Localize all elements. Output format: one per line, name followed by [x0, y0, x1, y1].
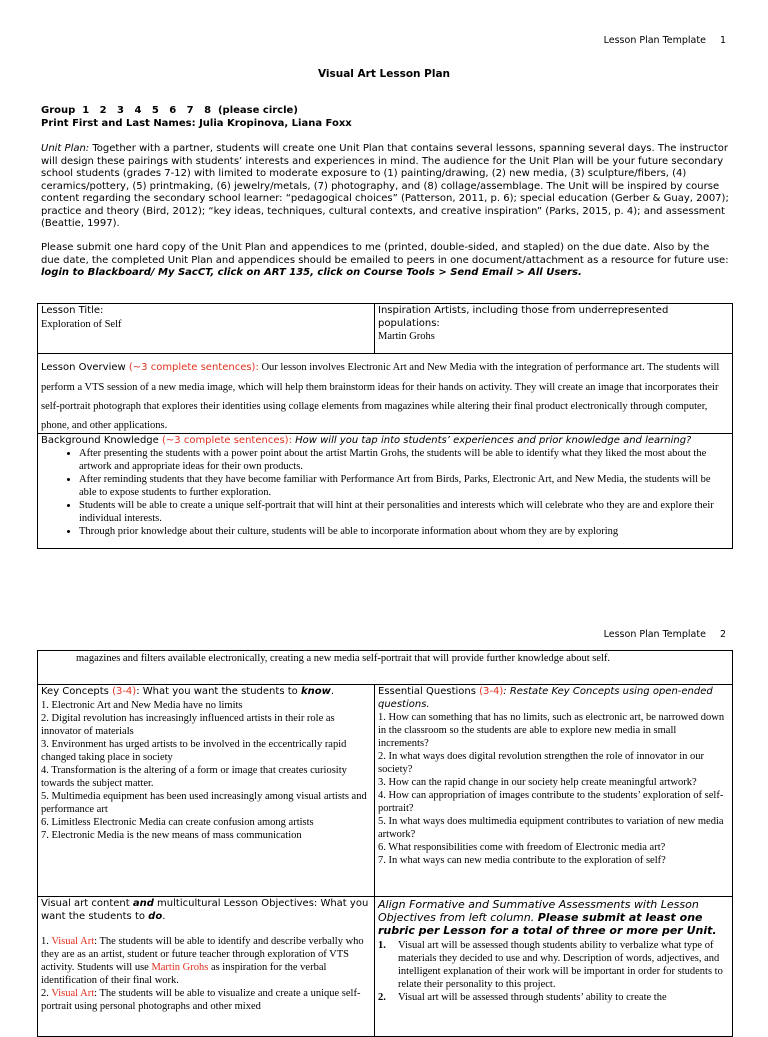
essential-question-item: 4. How can appropriation of images contribute to the students’ exploration of self-portrait?: [378, 790, 724, 814]
objectives-cell: [38, 897, 375, 1037]
lesson-title-label: Lesson Title:: [41, 305, 104, 316]
page-header: [604, 35, 726, 46]
page-number: 1: [719, 35, 726, 46]
objective-tag: Visual Art: [51, 936, 95, 947]
unit-plan-label: Unit Plan:: [41, 143, 90, 154]
lesson-title-cell: [38, 304, 375, 354]
key-concepts-period: .: [330, 686, 335, 697]
background-list: [41, 447, 729, 538]
page-2: [0, 578, 768, 1024]
assessment-number: 1.: [378, 940, 386, 951]
assess-bold: Please submit at least one rubric per Lesson for a total of three or more per Unit.: [378, 911, 717, 937]
key-concepts-label: Key Concepts: [41, 686, 113, 697]
assessment-number: 2.: [378, 992, 386, 1003]
inspiration-cell: [375, 304, 733, 354]
essential-hint: (3-4): [479, 686, 504, 697]
key-concept-item: 4. Transformation is the altering of a form or image that creates curiosity towards the subject matter.: [41, 764, 347, 789]
key-concepts-prompt: : What you want the students to: [136, 686, 301, 697]
continuation-text: magazines and filters available electronically, creating a new media self-portrait that will provide further knowledge about self.: [76, 653, 611, 664]
lesson-title-value: Exploration of Self: [41, 318, 122, 330]
submit-paragraph: [41, 242, 731, 280]
unit-plan-text: Together with a partner, students will create one Unit Plan that contains several lessons, spanning several days. The instructor will design these pairings with students’ interests and experiences in mind. The audience for the Unit Plan will be your future secondary school students (grades 7-12) with limited to moderate exposure to (1) painting/drawing, (2) new media, (3) sculpture/fibers, (4) ceramics/pottery, (5) printmaking, (6) jewelry/metals, (7) photography, and (8) collage/assemblage. The Unit will be inspired by course content regarding the secondary school learner: “pedagogical choices” (Patterson, 2011, p. 6); special education (Gerber & Guay, 2007); practice and theory (Bird, 2012); “key ideas, techniques, cultural contexts, and creative inspiration” (Parks, 2015, p. 4); and assessment (Beattie, 1997).: [41, 143, 729, 229]
essential-question-item: 3. How can the rapid change in our society help create meaningful artwork?: [378, 777, 697, 788]
background-bullet: • Through prior knowledge about their culture, students will be able to incorporate information about whom they are by exploring: [79, 525, 729, 538]
key-concept-item: 6. Limitless Electronic Media can create confusion among artists: [41, 816, 314, 828]
background-label: Background Knowledge: [41, 434, 162, 446]
assess-label: Align Formative and Summative Assessments with Lesson Objectives from left column.: [378, 898, 699, 924]
background-bullet: • After presenting the students with a power point about the artist Martin Grohs, the students will be able to identify what they liked the most about the artwork and appropriate ideas for their own products.: [79, 447, 729, 473]
essential-question-item: 6. What responsibilities come with freedom of Electronic media art?: [378, 842, 666, 853]
key-concepts-know: know: [300, 686, 331, 697]
background-bullet: • After reminding students that they have become familiar with Performance Art from Birds, Parks, Electronic Art, and New Media, the students will be able to expose students to further exploration.: [79, 473, 729, 499]
key-concepts-cell: [38, 685, 375, 897]
inspiration-label: Inspiration Artists, including those from underrepresented populations:: [378, 305, 669, 329]
background-bullet: • Students will be able to create a unique self-portrait that will hint at their personalities and interests which will celebrate who they are and explore their individual interests.: [79, 499, 729, 525]
objective-artist: Martin Grohs: [151, 962, 209, 973]
background-hint: (~3 complete sentences):: [162, 434, 292, 446]
objective-text: : The students will be able to identify and describe verbally who they are as an artist, student or future teacher through exploration of VTS activity. Students will use: [41, 936, 364, 973]
essential-questions-cell: [375, 685, 733, 897]
essential-label: Essential Questions: [378, 686, 480, 697]
document-title: Visual Art Lesson Plan: [317, 68, 451, 80]
key-concept-item: 2. Digital revolution has increasingly influenced artists in their role as innovator of materials: [41, 712, 335, 737]
names-line: Print First and Last Names: Julia Kropinova, Liana Foxx: [41, 118, 352, 129]
objective-number: 1.: [41, 936, 52, 947]
objective-text-end: as inspiration for the verbal identification of their final work.: [41, 962, 327, 986]
objective-tag: Visual Art: [51, 988, 95, 999]
overview-hint: (~3 complete sentences):: [128, 362, 259, 373]
key-concepts-hint: (3-4): [112, 686, 137, 697]
continuation-cell: [38, 651, 733, 685]
assessment-item: [378, 939, 729, 991]
assessments-cell: [375, 897, 733, 1037]
inspiration-value: Martin Grohs: [378, 331, 435, 342]
objectives-do: do: [148, 910, 163, 922]
key-concept-item: 3. Environment has urged artists to be involved in the eccentrically rapid changed taking place in society: [41, 738, 347, 763]
overview-text: Our lesson involves Electronic Art and New Media with the integration of performance art. The students will perform a VTS session of a new media image, which will help them brainstorm ideas for their hands on activity. They will create an image that incorporates their self-portrait photograph that explores their identities using collage elements from magazines while altering their final product electronically through computer, phone, and other applications.: [41, 362, 720, 431]
header-label: Lesson Plan Template: [603, 35, 706, 46]
key-concept-item: 7. Electronic Media is the new means of mass communication: [41, 829, 302, 841]
assessment-text: Visual art will be assessed through students’ ability to create the: [398, 992, 667, 1003]
objectives-and: and: [132, 898, 154, 909]
assessment-item: [378, 991, 729, 1004]
essential-question-item: 7. In what ways can new media contribute to the exploration of self?: [378, 855, 666, 866]
background-prompt: How will you tap into students’ experiences and prior knowledge and learning?: [291, 434, 692, 446]
concepts-table: [37, 650, 733, 1037]
submit-text: Please submit one hard copy of the Unit Plan and appendices to me (printed, double-sided, and stapled) on the due date. Also by the due date, the completed Unit Plan and appendices should be emailed to peers in one document/attachment as a resource for future use:: [41, 242, 729, 266]
assessment-text: Visual art will be assessed though students ability to verbalize what type of materials they decided to use and why. Description of words, adjectives, and intelligent explanation of their work will be important in order for students to relate their personality to this project.: [398, 940, 723, 990]
objective-item: [41, 987, 371, 1013]
unit-plan-paragraph: [41, 143, 731, 231]
overview-cell: [38, 354, 733, 434]
objective-text: : The students will be able to visualize and create a unique self-portrait using personal photographs and other mixed: [41, 988, 361, 1012]
objectives-period: .: [162, 910, 166, 922]
header-label: Lesson Plan Template: [603, 629, 706, 640]
lesson-table: [37, 303, 733, 549]
essential-prompt: : Restate Key Concepts using open-ended questions.: [378, 686, 713, 710]
key-concept-item: 5. Multimedia equipment has been used increasingly among visual artists and performance art: [41, 790, 367, 815]
objectives-label-rest: multicultural Lesson Objectives: What you want the students to: [41, 898, 369, 922]
group-line: Group 1 2 3 4 5 6 7 8 (please circle): [41, 105, 298, 116]
essential-question-item: 2. In what ways does digital revolution strengthen the role of innovator in our society?: [378, 751, 705, 775]
essential-question-item: 1. How can something that has no limits, such as electronic art, be narrowed down in the classroom so the students are able to explore new media in small increments?: [378, 712, 725, 749]
page-number: 2: [719, 629, 726, 640]
objective-number: 2.: [41, 988, 52, 999]
background-cell: [38, 433, 733, 548]
objective-item: [41, 935, 371, 987]
overview-label: Lesson Overview: [41, 362, 129, 373]
essential-question-item: 5. In what ways does multimedia equipment contributes to variation of new media artwork?: [378, 816, 724, 840]
submit-instructions: login to Blackboard/ My SacCT, click on ART 135, click on Course Tools > Send Email > All Users.: [41, 267, 582, 278]
objectives-label: Visual art content: [41, 898, 133, 909]
page-header: [604, 629, 726, 640]
key-concept-item: 1. Electronic Art and New Media have no limits: [41, 699, 243, 711]
